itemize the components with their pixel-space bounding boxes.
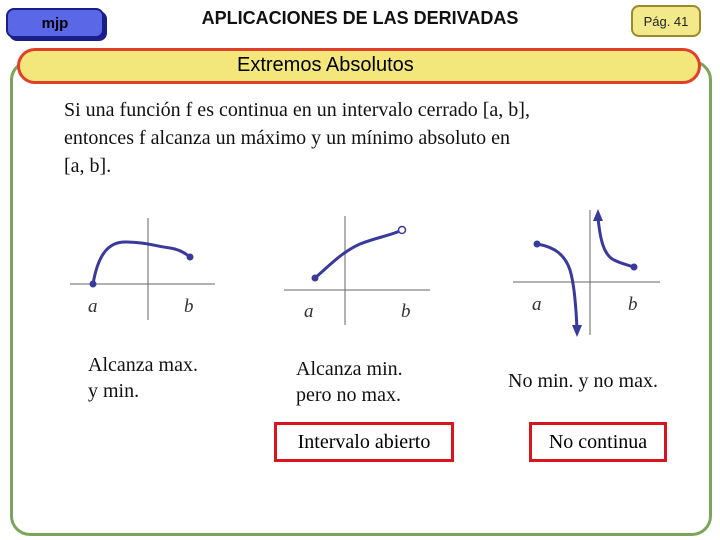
graph-discontinuous (510, 185, 680, 350)
caption-1 (88, 352, 198, 404)
theorem-line-2: entonces f alcanza un máximo y un mínimo absoluto en (64, 127, 510, 149)
theorem-line-3: [a, b]. (64, 155, 112, 177)
axis-label-b: b (184, 296, 194, 317)
axis-label-a: a (532, 294, 542, 315)
axis-label-b: b (628, 294, 638, 315)
axis-label-a: a (304, 301, 314, 322)
endpoint-b (631, 264, 638, 271)
caption-1-line-2: y min. (88, 380, 140, 402)
theorem-line-1: Si una función f es continua en un intervalo cerrado [a, b], (64, 99, 530, 121)
section-title: Extremos Absolutos (237, 54, 414, 76)
graph-max-and-min (60, 210, 230, 320)
page-number-badge: Pág. 41 (631, 5, 701, 37)
caption-2-line-1: Alcanza min. (296, 358, 403, 380)
curve-right (598, 217, 634, 267)
curve-left (537, 244, 577, 330)
author-badge: mjp (6, 8, 104, 38)
endpoint-a-closed (312, 275, 319, 282)
endpoint-a (534, 241, 541, 248)
arrow-up (593, 209, 603, 221)
note-open-interval: Intervalo abierto (274, 422, 454, 462)
theorem-text (64, 96, 664, 180)
axis-label-a: a (88, 296, 98, 317)
axis-label-b: b (401, 301, 411, 322)
caption-1-line-1: Alcanza max. (88, 354, 198, 376)
caption-2 (296, 356, 403, 408)
curve (315, 231, 400, 278)
caption-3: No min. y no max. (508, 370, 658, 392)
curve (93, 242, 190, 284)
note-not-continuous: No continua (529, 422, 667, 462)
endpoint-b-open (399, 227, 406, 234)
arrow-down (572, 325, 582, 337)
endpoint-a (90, 281, 97, 288)
endpoint-b (187, 254, 194, 261)
graph-min-no-max (280, 210, 440, 325)
page-header-title: APLICACIONES DE LAS DERIVADAS (201, 8, 519, 28)
caption-2-line-2: pero no max. (296, 384, 401, 406)
